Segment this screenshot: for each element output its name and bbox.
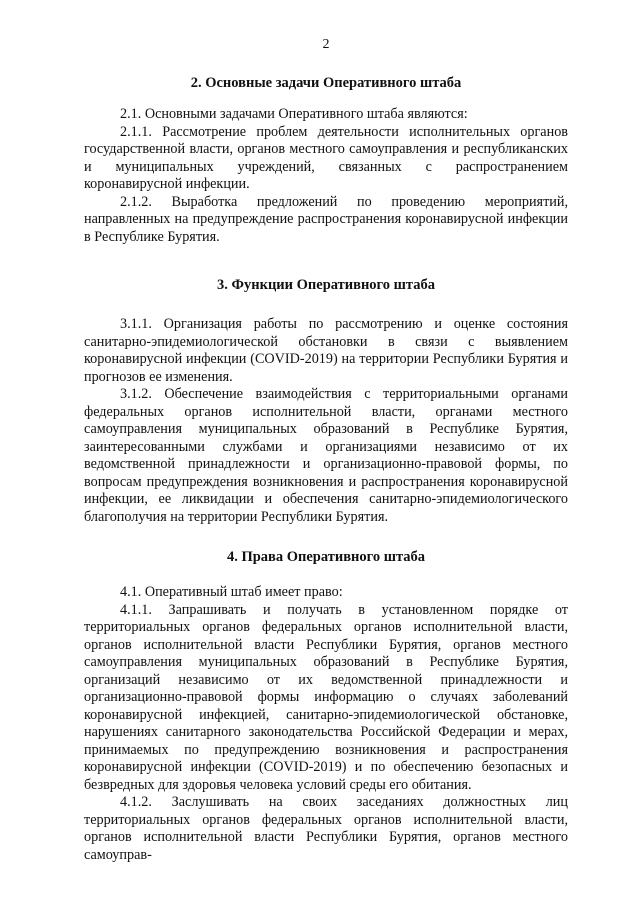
paragraph: 4.1.2. Заслушивать на своих заседаниях должностных лиц территориальных органов федеральных органов исполнительной власти, органов исполнительной власти Республики Бурятия, органов местного самоуправ- <box>84 794 568 863</box>
section-functions <box>84 276 568 526</box>
section-rights <box>84 548 568 864</box>
section-heading: 4. Права Оперативного штаба <box>226 549 426 565</box>
section-heading: 3. Функции Оперативного штаба <box>217 277 435 293</box>
paragraph: 3.1.1. Организация работы по рассмотрению и оценке состояния санитарно-эпидемиологической обстановки в связи с выявлением коронавирусной инфекции (COVID-2019) на территории Республики Бурятия и прогнозов ее изменения. <box>84 316 568 385</box>
document-page <box>84 36 568 864</box>
paragraph: 4.1. Оперативный штаб имеет право: <box>120 584 343 600</box>
section-main-tasks <box>84 74 568 246</box>
page-number: 2 <box>322 37 330 52</box>
paragraph: 2.1. Основными задачами Оперативного штаба являются: <box>120 106 468 122</box>
paragraph: 3.1.2. Обеспечение взаимодействия с территориальными органами федеральных органов исполнительной власти, органами местного самоуправления муниципальных образований в Республике Бурятия, заинтересованными службами и организациями независимо от их ведомственной принадлежности и организационно-правовой формы, по вопросам предупреждения возникновения и распространения коронавирусной инфекции, ее ликвидации и обеспечения санитарно-эпидемиологического благополучия на территории Республики Бурятия. <box>84 386 568 525</box>
paragraph: 4.1.1. Запрашивать и получать в установленном порядке от территориальных органов федеральных органов исполнительной власти, органов исполнительной власти Республики Бурятия, органов местного самоуправления муниципальных образований в Республике Бурятия, организаций независимо от их ведомственной принадлежности и организационно-правовой формы информацию о случаях заболеваний коронавирусной инфекцией, санитарно-эпидемиологической обстановке, нарушениях санитарного законодательства Российской Федерации и мерах, принимаемых по предупреждению возникновения и распространения коронавирусной инфекции (COVID-2019) и по обеспечению безопасных и безвредных для здоровья человека условий среды его обитания. <box>84 601 568 793</box>
paragraph: 2.1.2. Выработка предложений по проведению мероприятий, направленных на предупреждение распространения коронавирусной инфекции в Республике Бурятия. <box>84 193 568 245</box>
paragraph: 2.1.1. Рассмотрение проблем деятельности исполнительных органов государственной власти, органов местного самоуправления и республиканских и муниципальных учреждений, связанных с распространением коронавирусной инфекции. <box>84 123 568 192</box>
section-heading: 2. Основные задачи Оперативного штаба <box>190 75 462 91</box>
